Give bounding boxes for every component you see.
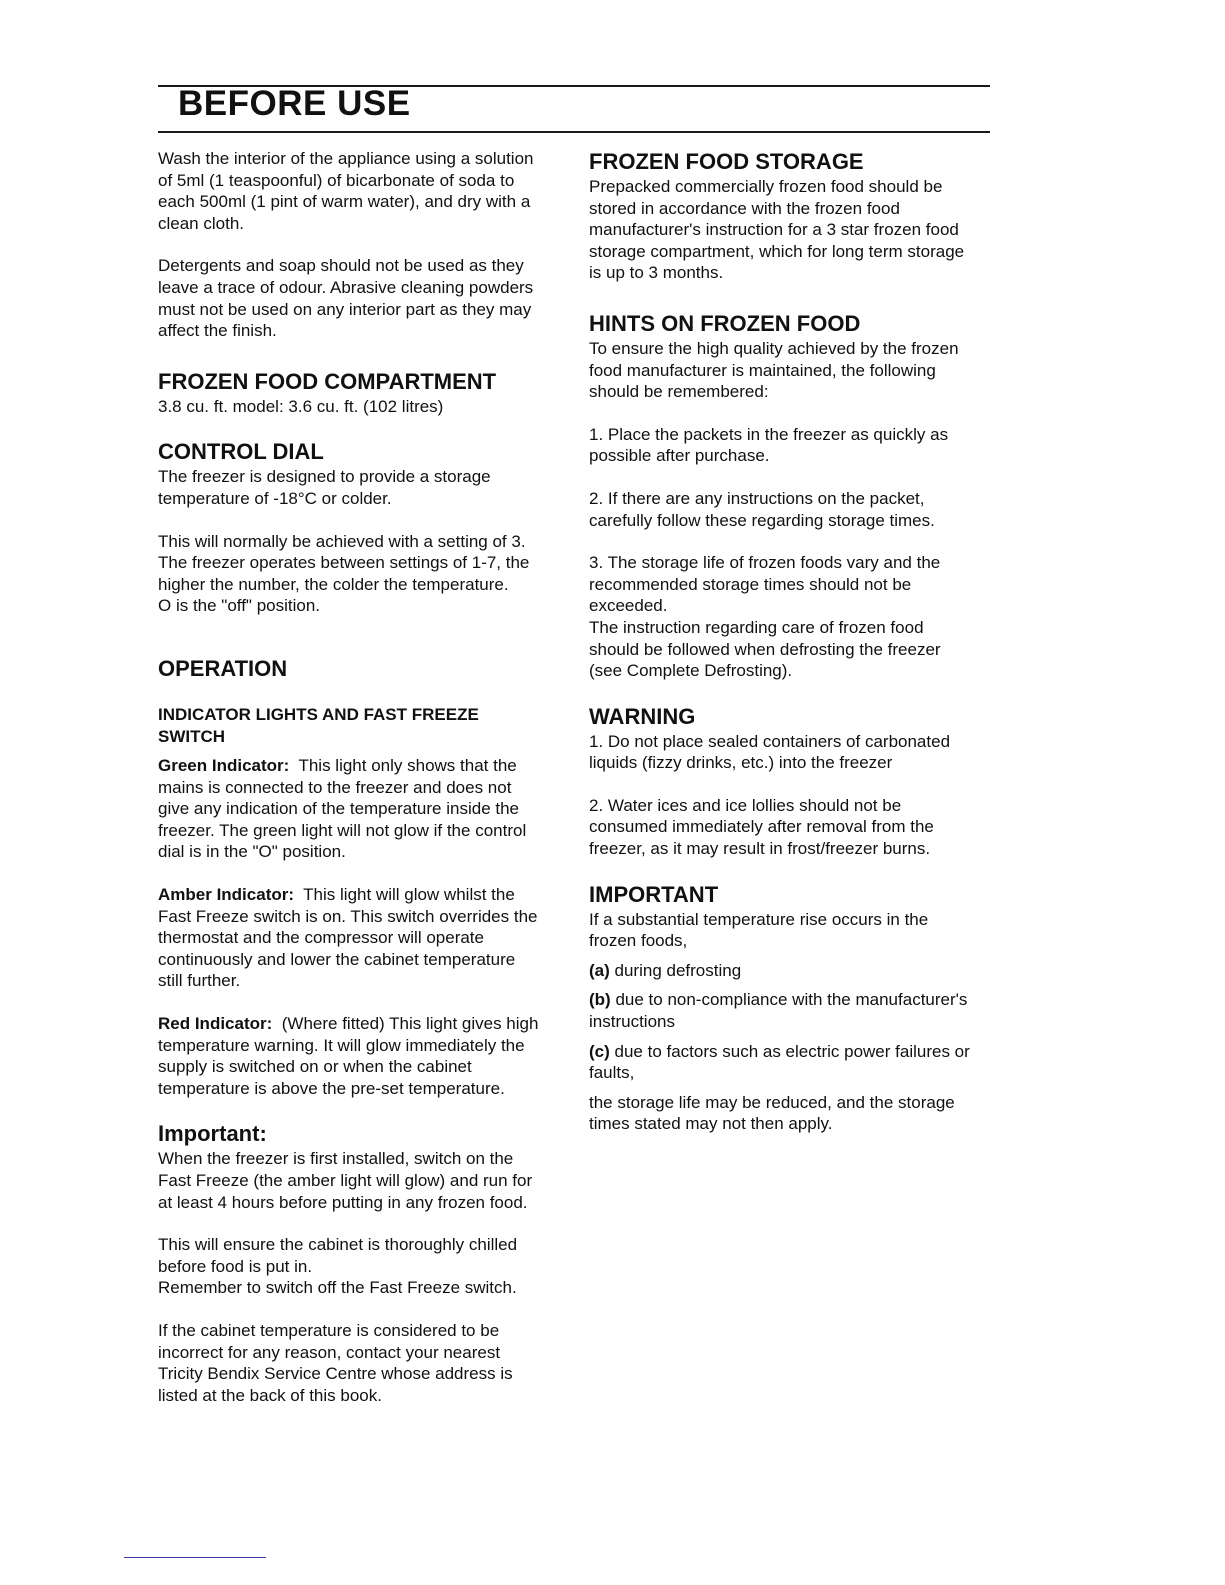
important-text-4: If the cabinet temperature is considered to be incorrect for any reason, contact your nearest Tricity Bendix Service Centre whose address is listed at the back of this book.	[158, 1320, 513, 1405]
red-indicator-paragraph	[158, 1013, 543, 1099]
item-a-text: during defrosting	[614, 960, 742, 980]
warning-item-2: 2. Water ices and ice lollies should not be consumed immediately after removal from the freezer, as it may result in frost/freezer burns.	[589, 795, 934, 859]
green-indicator-label: Green Indicator:	[158, 756, 290, 776]
control-dial-text-1: The freezer is designed to provide a storage temperature of -18°C or colder.	[158, 467, 491, 508]
amber-indicator-text: This light will glow whilst the Fast Freeze switch is on. This switch overrides the thermostat and the compressor will operate continuously and lower the cabinet temperature still further.	[158, 885, 538, 991]
item-c-label: (c)	[589, 1041, 610, 1061]
green-indicator-text: This light only shows that the mains is connected to the freezer and does not give any indication of the temperature inside the freezer. The green light will not glow if the control dial is in the "O" position.	[158, 756, 527, 862]
important-heading-right: IMPORTANT	[589, 881, 719, 907]
important-item-a	[589, 960, 974, 982]
hints-heading: HINTS ON FROZEN FOOD	[589, 310, 861, 336]
hint-item-3-note: The instruction regarding care of frozen food should be followed when defrosting the freezer (see Complete Defrosting).	[589, 617, 941, 681]
red-indicator-label: Red Indicator:	[158, 1014, 273, 1034]
right-column	[589, 148, 974, 1135]
hint-item-3: 3. The storage life of frozen foods vary and the recommended storage times should not be exceeded.	[589, 553, 941, 616]
header-rule-bottom	[158, 131, 990, 133]
warning-heading: WARNING	[589, 703, 696, 729]
operation-heading: OPERATION	[158, 655, 288, 681]
important-text-3: Remember to switch off the Fast Freeze switch.	[158, 1278, 517, 1298]
important-text-2: This will ensure the cabinet is thoroughly chilled before food is put in.	[158, 1235, 518, 1276]
page-title: BEFORE USE	[178, 84, 411, 123]
left-column	[158, 148, 543, 1406]
item-c-text: due to factors such as electric power failures or faults,	[589, 1041, 970, 1083]
amber-indicator-label: Amber Indicator:	[158, 885, 295, 905]
control-dial-text-3: O is the "off" position.	[158, 596, 321, 616]
hint-item-2: 2. If there are any instructions on the packet, carefully follow these regarding storage times.	[589, 488, 935, 530]
compartment-heading: FROZEN FOOD COMPARTMENT	[158, 368, 497, 394]
control-dial-heading: CONTROL DIAL	[158, 439, 324, 465]
intro-paragraph-1: Wash the interior of the appliance using a solution of 5ml (1 teaspoonful) of bicarbonate of soda to each 500ml (1 pint of warm water), and dry with a clean cloth.	[158, 149, 534, 233]
red-indicator-text: (Where fitted) This light gives high temperature warning. It will glow immediately the supply is switched on or when the cabinet temperature is above the pre-set temperature.	[158, 1014, 539, 1098]
amber-indicator-paragraph	[158, 884, 543, 992]
hints-intro: To ensure the high quality achieved by the frozen food manufacturer is maintained, the following should be remembered:	[589, 338, 959, 402]
important-intro: If a substantial temperature rise occurs in the frozen foods,	[589, 909, 929, 951]
compartment-capacity: 3.8 cu. ft. model: 3.6 cu. ft. (102 litres)	[158, 396, 444, 416]
hint-item-1: 1. Place the packets in the freezer as quickly as possible after purchase.	[589, 424, 949, 466]
control-dial-text-2: This will normally be achieved with a setting of 3. The freezer operates between settings of 1-7, the higher the number, the colder the temperature.	[158, 531, 530, 594]
indicator-lights-subheading: INDICATOR LIGHTS AND FAST FREEZE SWITCH	[158, 704, 479, 746]
important-text-1: When the freezer is first installed, switch on the Fast Freeze (the amber light will glow) and run for at least 4 hours before putting in any frozen food.	[158, 1149, 533, 1212]
important-item-b	[589, 989, 974, 1032]
footnote-rule	[124, 1557, 266, 1558]
important-heading-left: Important:	[158, 1121, 267, 1147]
storage-heading: FROZEN FOOD STORAGE	[589, 149, 864, 174]
intro-paragraph-2: Detergents and soap should not be used as they leave a trace of odour. Abrasive cleaning powders must not be used on any interior part as they may affect the finish.	[158, 256, 534, 341]
important-outro: the storage life may be reduced, and the storage times stated may not then apply.	[589, 1092, 955, 1134]
warning-item-1: 1. Do not place sealed containers of carbonated liquids (fizzy drinks, etc.) into the freezer	[589, 731, 951, 773]
item-b-label: (b)	[589, 990, 611, 1010]
storage-text: Prepacked commercially frozen food should be stored in accordance with the frozen food manufacturer's instruction for a 3 star frozen food storage compartment, which for long term storage is up to 3 months.	[589, 177, 965, 283]
important-item-c	[589, 1041, 974, 1084]
item-a-label: (a)	[589, 960, 610, 980]
item-b-text: due to non-compliance with the manufacturer's instructions	[589, 990, 968, 1032]
green-indicator-paragraph	[158, 755, 543, 863]
